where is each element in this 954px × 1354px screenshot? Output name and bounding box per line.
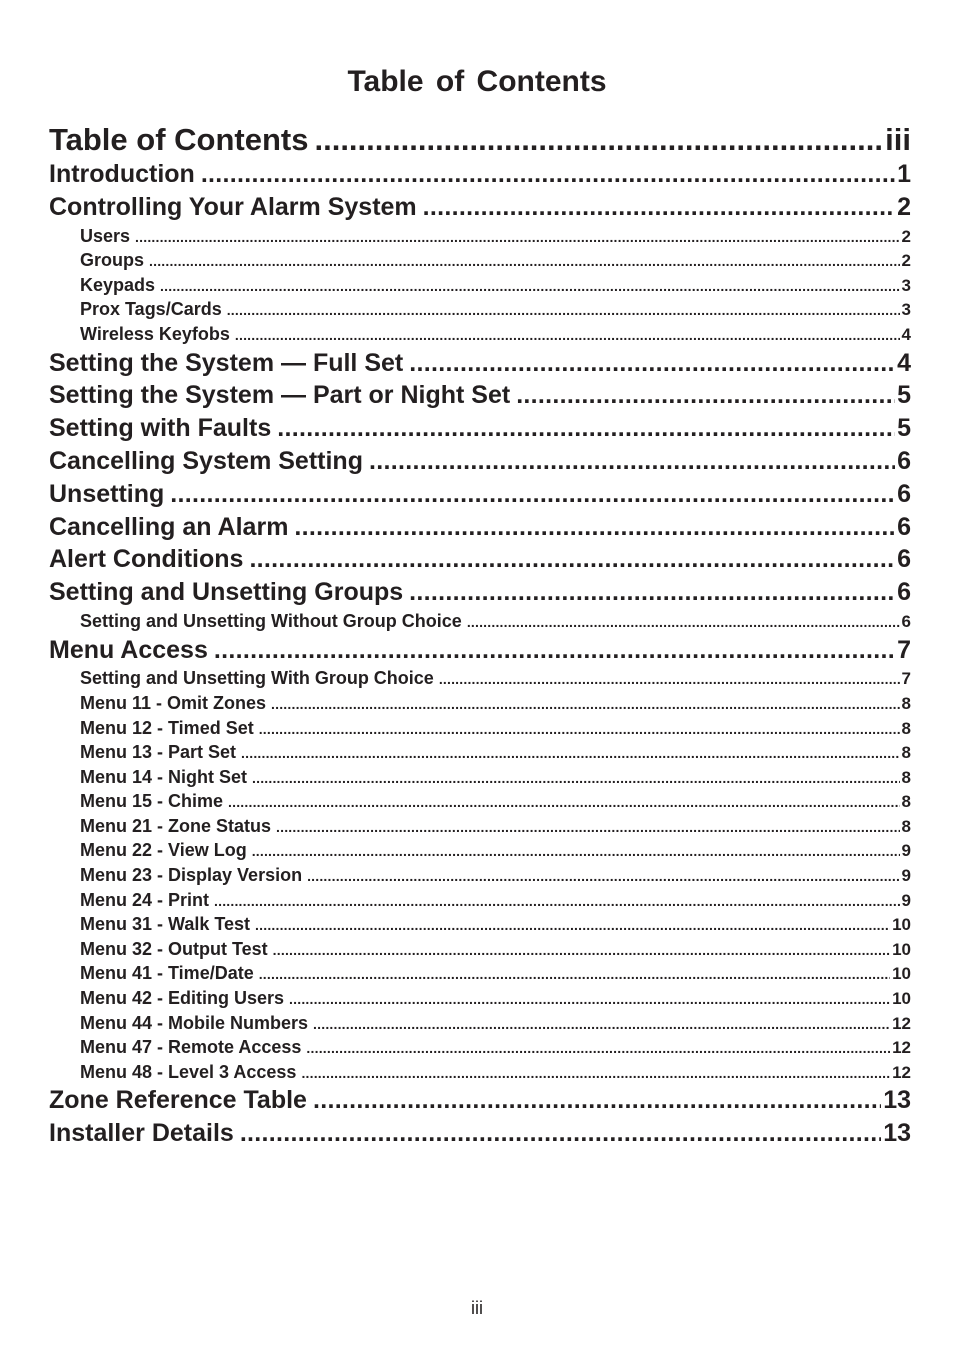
dot-leader bbox=[313, 1084, 881, 1117]
toc-entry[interactable] bbox=[49, 322, 911, 347]
toc-entry[interactable] bbox=[49, 412, 911, 445]
dot-leader bbox=[277, 412, 895, 445]
toc-entry[interactable] bbox=[49, 666, 911, 691]
toc-entry[interactable] bbox=[49, 1035, 911, 1060]
toc-entry-label: Keypads bbox=[80, 274, 156, 295]
dot-leader bbox=[439, 667, 900, 691]
toc-entry-label: Alert Conditions bbox=[49, 545, 244, 574]
toc-entry[interactable] bbox=[49, 691, 911, 716]
toc-entry[interactable] bbox=[49, 379, 911, 412]
toc-entry-page-number: 4 bbox=[897, 348, 911, 377]
toc-entry-label: Menu 31 - Walk Test bbox=[80, 914, 251, 935]
dot-leader bbox=[214, 634, 895, 667]
toc-entry[interactable] bbox=[49, 1084, 911, 1117]
dot-leader bbox=[409, 576, 895, 609]
dot-leader bbox=[255, 913, 890, 937]
toc-entry-label: Menu 48 - Level 3 Access bbox=[80, 1061, 297, 1082]
toc-entry-page-number: 4 bbox=[901, 324, 911, 344]
toc-entry-label: Table of Contents bbox=[49, 122, 309, 157]
toc-entry-page-number: 9 bbox=[901, 866, 911, 886]
toc-entry-label: Zone Reference Table bbox=[49, 1086, 307, 1115]
toc-entry-label: Menu 15 - Chime bbox=[80, 791, 224, 812]
dot-leader bbox=[516, 379, 895, 412]
toc-entry[interactable] bbox=[49, 158, 911, 191]
toc-entry[interactable] bbox=[49, 1060, 911, 1085]
toc-entry-page-number: 8 bbox=[901, 718, 911, 738]
toc-entry[interactable] bbox=[49, 1117, 911, 1150]
toc-entry-label: Introduction bbox=[49, 160, 195, 188]
dot-leader bbox=[235, 323, 900, 347]
toc-entry-page-number: 2 bbox=[897, 192, 911, 221]
dot-leader bbox=[259, 717, 900, 741]
toc-entry-page-number: 5 bbox=[897, 381, 911, 410]
toc-entry[interactable] bbox=[49, 121, 911, 158]
toc-entry-label: Menu 21 - Zone Status bbox=[80, 815, 272, 836]
dot-leader bbox=[294, 511, 895, 544]
toc-entry-label: Menu 42 - Editing Users bbox=[80, 988, 285, 1009]
dot-leader bbox=[149, 249, 900, 273]
toc-entry-page-number: 6 bbox=[901, 611, 911, 631]
toc-entry-page-number: 3 bbox=[901, 275, 911, 295]
toc-entry-page-number: 1 bbox=[897, 160, 911, 188]
toc-entry[interactable] bbox=[49, 863, 911, 888]
toc-entry-page-number: 12 bbox=[892, 1062, 911, 1082]
toc-entry[interactable] bbox=[49, 814, 911, 839]
toc-entry-label: Menu 32 - Output Test bbox=[80, 938, 268, 959]
toc-entry-page-number: 8 bbox=[901, 767, 911, 787]
toc-entry-page-number: 12 bbox=[892, 1013, 911, 1033]
toc-entry[interactable] bbox=[49, 634, 911, 667]
toc-entry-page-number: 8 bbox=[901, 816, 911, 836]
toc-entry-label: Menu 11 - Omit Zones bbox=[80, 692, 267, 713]
page-number-footer: iii bbox=[471, 1298, 483, 1318]
toc-entry-label: Menu 44 - Mobile Numbers bbox=[80, 1012, 309, 1033]
toc-entry[interactable] bbox=[49, 937, 911, 962]
dot-leader bbox=[259, 962, 890, 986]
toc-entry-page-number: iii bbox=[885, 122, 911, 157]
toc-entry-label: Wireless Keyfobs bbox=[80, 323, 230, 344]
toc-entry[interactable] bbox=[49, 297, 911, 322]
toc-entry[interactable] bbox=[49, 716, 911, 741]
toc-entry[interactable] bbox=[49, 838, 911, 863]
dot-leader bbox=[467, 610, 900, 634]
toc-entry-label: Setting with Faults bbox=[49, 414, 272, 443]
dot-leader bbox=[271, 692, 900, 716]
toc-entry-page-number: 10 bbox=[892, 964, 911, 984]
toc-entry[interactable] bbox=[49, 224, 911, 249]
dot-leader bbox=[423, 191, 895, 224]
dot-leader bbox=[170, 478, 895, 511]
toc-entry[interactable] bbox=[49, 888, 911, 913]
toc-entry-page-number: 7 bbox=[897, 635, 911, 664]
toc-entry-label: Setting and Unsetting Without Group Choice bbox=[80, 610, 462, 631]
page-title: Table of Contents bbox=[347, 65, 607, 98]
toc-entry-page-number: 9 bbox=[901, 841, 911, 861]
toc-entry[interactable] bbox=[49, 986, 911, 1011]
dot-leader bbox=[227, 298, 900, 322]
toc-entry-label: Menu 13 - Part Set bbox=[80, 742, 237, 763]
toc-entry-page-number: 10 bbox=[892, 989, 911, 1009]
toc-entry[interactable] bbox=[49, 912, 911, 937]
dot-leader bbox=[369, 445, 895, 478]
toc-entry-page-number: 7 bbox=[901, 669, 911, 689]
toc-entry-label: Menu 22 - View Log bbox=[80, 840, 247, 861]
dot-leader bbox=[240, 1117, 881, 1150]
toc-entry[interactable] bbox=[49, 765, 911, 790]
toc-entry-label: Installer Details bbox=[49, 1119, 234, 1148]
toc-entry[interactable] bbox=[49, 273, 911, 298]
toc-entry-label: Controlling Your Alarm System bbox=[49, 192, 417, 221]
dot-leader bbox=[214, 889, 900, 913]
toc-entry-label: Menu Access bbox=[49, 635, 208, 664]
toc-entry-page-number: 13 bbox=[883, 1119, 911, 1148]
toc-entry[interactable] bbox=[49, 347, 911, 380]
dot-leader bbox=[307, 864, 899, 888]
toc-entry[interactable] bbox=[49, 740, 911, 765]
dot-leader bbox=[289, 987, 890, 1011]
toc-entry[interactable] bbox=[49, 576, 911, 609]
toc-entry-label: Cancelling an Alarm bbox=[49, 512, 289, 541]
toc-entry-page-number: 10 bbox=[892, 915, 911, 935]
toc-entry-page-number: 9 bbox=[901, 890, 911, 910]
dot-leader bbox=[228, 790, 900, 814]
dot-leader bbox=[160, 274, 899, 298]
toc-entry-label: Menu 14 - Night Set bbox=[80, 766, 248, 787]
toc-entry-label: Menu 47 - Remote Access bbox=[80, 1037, 302, 1058]
dot-leader bbox=[313, 1012, 890, 1036]
dot-leader bbox=[252, 766, 900, 790]
toc-entry[interactable] bbox=[49, 961, 911, 986]
toc-entry-page-number: 3 bbox=[901, 300, 911, 320]
toc-entry-label: Unsetting bbox=[49, 479, 165, 508]
toc-entry-page-number: 5 bbox=[897, 414, 911, 443]
toc-entry-page-number: 6 bbox=[897, 512, 911, 541]
toc-entry-page-number: 6 bbox=[897, 446, 911, 475]
dot-leader bbox=[273, 938, 890, 962]
dot-leader bbox=[306, 1036, 890, 1060]
toc-entry-page-number: 8 bbox=[901, 743, 911, 763]
toc-entry-page-number: 8 bbox=[901, 792, 911, 812]
dot-leader bbox=[135, 225, 899, 249]
toc-entry[interactable] bbox=[49, 191, 911, 224]
toc-entry[interactable] bbox=[49, 248, 911, 273]
toc-entry-page-number: 6 bbox=[897, 578, 911, 607]
toc-entry-label: Setting the System — Full Set bbox=[49, 348, 404, 377]
toc-entry-page-number: 13 bbox=[883, 1086, 911, 1115]
toc-entry-label: Prox Tags/Cards bbox=[80, 299, 222, 320]
toc-entry-label: Users bbox=[80, 225, 131, 246]
toc-entry[interactable] bbox=[49, 1011, 911, 1036]
toc-entry-label: Menu 23 - Display Version bbox=[80, 865, 303, 886]
toc-entry[interactable] bbox=[49, 511, 911, 544]
toc-entry[interactable] bbox=[49, 543, 911, 576]
table-of-contents bbox=[49, 121, 911, 1150]
toc-entry[interactable] bbox=[49, 478, 911, 511]
toc-entry-page-number: 6 bbox=[897, 479, 911, 508]
dot-leader bbox=[201, 158, 895, 191]
toc-entry-page-number: 6 bbox=[897, 545, 911, 574]
toc-entry-label: Menu 41 - Time/Date bbox=[80, 963, 254, 984]
dot-leader bbox=[314, 121, 883, 158]
dot-leader bbox=[301, 1061, 890, 1085]
toc-entry[interactable] bbox=[49, 445, 911, 478]
toc-entry[interactable] bbox=[49, 789, 911, 814]
toc-entry-page-number: 8 bbox=[901, 693, 911, 713]
dot-leader bbox=[249, 543, 895, 576]
toc-entry-page-number: 2 bbox=[901, 251, 911, 271]
toc-entry-label: Setting the System — Part or Night Set bbox=[49, 381, 511, 410]
toc-entry-page-number: 2 bbox=[901, 226, 911, 246]
dot-leader bbox=[409, 347, 895, 380]
toc-entry-page-number: 10 bbox=[892, 939, 911, 959]
toc-entry-label: Setting and Unsetting With Group Choice bbox=[80, 668, 434, 689]
toc-entry-label: Cancelling System Setting bbox=[49, 446, 363, 475]
toc-entry[interactable] bbox=[49, 609, 911, 634]
toc-entry-label: Menu 24 - Print bbox=[80, 889, 210, 910]
dot-leader bbox=[241, 741, 899, 765]
toc-entry-label: Menu 12 - Timed Set bbox=[80, 717, 254, 738]
toc-entry-page-number: 12 bbox=[892, 1038, 911, 1058]
toc-entry-label: Groups bbox=[80, 250, 145, 271]
dot-leader bbox=[276, 815, 900, 839]
dot-leader bbox=[252, 839, 900, 863]
toc-entry-label: Setting and Unsetting Groups bbox=[49, 578, 404, 607]
